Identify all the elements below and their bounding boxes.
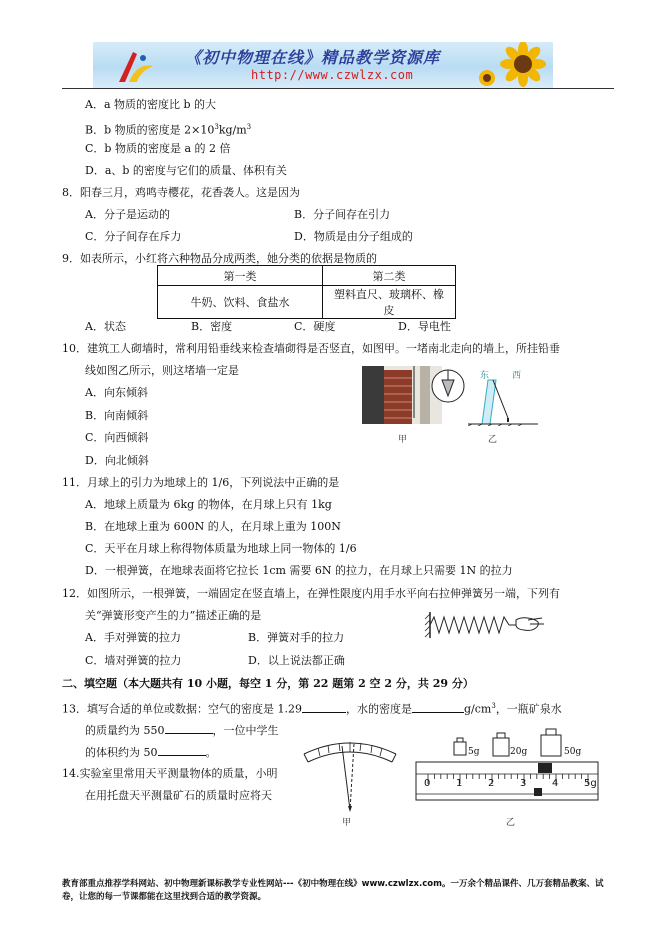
q9-option-a: A．状态 — [85, 320, 126, 333]
table-header-cell: 第二类 — [323, 266, 456, 286]
q12-option-a: A．手对弹簧的拉力 — [85, 631, 181, 644]
fig10-label-east: 东 — [480, 371, 490, 381]
classification-table — [157, 265, 456, 319]
banner-title: 《初中物理在线》精品教学资源库 — [185, 48, 441, 67]
beam-tick-label: 4 — [552, 778, 559, 789]
q13-blank-mass-unit[interactable] — [165, 722, 213, 734]
weight-50g-icon — [540, 728, 562, 758]
q13-line2 — [85, 722, 279, 738]
tilted-wall-diagram — [468, 378, 538, 426]
q9-option-d: D．导电性 — [398, 320, 451, 333]
table-cell: 塑料直尺、玻璃杯、橡皮 — [323, 286, 456, 319]
fig14-label-yi: 乙 — [506, 818, 516, 828]
q13-line1 — [62, 699, 562, 717]
q13-text-mass: 的质量约为 550 — [85, 724, 165, 737]
header-divider — [62, 88, 614, 89]
q12-option-b: B．弹簧对手的拉力 — [248, 631, 345, 644]
fig10-label-yi: 乙 — [488, 435, 498, 445]
page-footer: 教育部重点推荐学科网站、初中物理新课标教学专业性网站---《初中物理在线》www.czwlzx.com。一万余个精品课件、几万套精品教案、试卷，让您的每一节课都能在这里找到合适的教学资源。 — [62, 879, 604, 902]
q13-blank-water-density[interactable] — [412, 701, 464, 713]
q10-option-b: B．向南倾斜 — [85, 409, 149, 422]
q11-option-d: D．一根弹簧，在地球表面将它拉长 1cm 需要 6N 的拉力，在月球上只需要 1N 的拉力 — [85, 564, 513, 577]
q12-option-c: C．墙对弹簧的拉力 — [85, 654, 182, 667]
weight-5g-icon — [453, 737, 467, 757]
q13-text-student: ，一位中学生 — [212, 724, 279, 737]
table-header-row — [158, 266, 456, 286]
q7-option-b-unit: kg/m — [218, 123, 247, 137]
fig10-label-west: 西 — [512, 371, 522, 381]
q13-text-unit-exp: 3 — [491, 702, 496, 710]
q7-option-d: D．a、b 的密度与它们的质量、体积有关 — [85, 164, 287, 177]
section2-heading: 二、填空题（本大题共有 10 小题，每空 1 分，第 22 题第 2 空 2 分，共 29 分） — [62, 677, 474, 690]
q9-option-b: B．密度 — [191, 320, 233, 333]
q8-option-c: C．分子间存在斥力 — [85, 230, 182, 243]
q8-option-a: A．分子是运动的 — [85, 208, 170, 221]
weight-20g-icon — [492, 732, 510, 758]
q9-option-c: C．硬度 — [294, 320, 336, 333]
table-header-cell: 第一类 — [158, 266, 323, 286]
beam-tick-label: 0 — [424, 778, 431, 789]
q10-stem-line1: 10．建筑工人砌墙时，常利用铅垂线来检查墙砌得是否竖直，如图甲。一堵南北走向的墙上，所挂铅垂 — [62, 342, 560, 355]
weight-50g-label: 50g — [564, 747, 582, 757]
beam-tick-label: 2 — [488, 778, 495, 789]
beam-tick-label: 5g — [584, 778, 597, 789]
q10-option-a: A．向东倾斜 — [85, 386, 148, 399]
fig14-label-jia: 甲 — [342, 818, 352, 828]
q7-option-b — [85, 120, 251, 138]
q14-line1: 14.实验室里常用天平测量物体的质量，小明 — [62, 767, 278, 780]
q11-option-c: C．天平在月球上称得物体质量为地球上同一物体的 1/6 — [85, 542, 357, 555]
q10-option-c: C．向西倾斜 — [85, 431, 149, 444]
table-row — [158, 286, 456, 319]
balance-beam-scale — [414, 760, 600, 804]
q8-option-d: D．物质是由分子组成的 — [294, 230, 413, 243]
q12-stem-line1: 12．如图所示，一根弹簧，一端固定在竖直墙上，在弹性限度内用手水平向右拉伸弹簧另一端，下列有 — [62, 587, 560, 600]
site-logo-icon — [113, 46, 157, 86]
beam-tick-label: 1 — [456, 778, 463, 789]
banner-url[interactable]: http://www.czwlzx.com — [251, 68, 414, 82]
q13-text-end: 。 — [205, 746, 217, 759]
table-cell: 牛奶、饮料、食盐水 — [158, 286, 323, 319]
q11-stem: 11．月球上的引力为地球上的 1/6，下列说法中正确的是 — [62, 476, 340, 489]
q14-line2: 在用托盘天平测量矿石的质量时应将天 — [85, 789, 272, 802]
q7-option-a: A．a 物质的密度比 b 的大 — [85, 98, 217, 111]
q7-option-b-exp: 3 — [214, 123, 219, 131]
q11-option-a: A．地球上质量为 6kg 的物体，在月球上只有 1kg — [85, 498, 332, 511]
weight-5g-label: 5g — [468, 747, 480, 757]
q8-option-b: B．分子间存在引力 — [294, 208, 391, 221]
weight-20g-label: 20g — [510, 747, 528, 757]
balance-pointer-diagram — [298, 732, 402, 812]
q13-text-bottle: ，一瓶矿泉水 — [495, 702, 562, 716]
q8-stem: 8．阳春三月，鸡鸣寺樱花，花香袭人。这是因为 — [62, 186, 300, 199]
q7-option-b-unit-exp: 3 — [246, 123, 252, 131]
q9-stem: 9．如表所示，小红将六种物品分成两类，她分类的依据是物质的 — [62, 252, 377, 265]
q12-stem-line2: 关“弹簧形变产生的力”描述正确的是 — [85, 609, 262, 622]
header-banner — [93, 42, 553, 88]
q13-line3 — [85, 744, 217, 760]
q11-option-b: B．在地球上重为 600N 的人，在月球上重为 100N — [85, 520, 341, 533]
beam-tick-label: 3 — [520, 778, 527, 789]
fig10-label-jia: 甲 — [398, 435, 408, 445]
q10-stem-line2: 线如图乙所示，则这堵墙一定是 — [85, 364, 239, 377]
q12-option-d: D．以上说法都正确 — [248, 654, 345, 667]
plumb-bob-icon — [430, 368, 466, 404]
q7-option-c: C．b 物质的密度是 a 的 2 倍 — [85, 142, 231, 155]
q7-option-b-text: B．b 物质的密度是 2×10 — [85, 123, 215, 137]
q13-text-volume: 的体积约为 50 — [85, 746, 158, 759]
q13-blank-volume-unit[interactable] — [158, 744, 206, 756]
q13-text-water: ，水的密度是 — [346, 702, 412, 716]
sunflower-icon — [477, 42, 553, 88]
spring-diagram — [424, 608, 554, 642]
q10-option-d: D．向北倾斜 — [85, 454, 149, 467]
q13-text-unit: g/cm — [464, 702, 492, 716]
q13-blank-air-density[interactable] — [302, 701, 346, 713]
q13-text-air: 13．填写合适的单位或数据：空气的密度是 1.29 — [62, 702, 302, 716]
